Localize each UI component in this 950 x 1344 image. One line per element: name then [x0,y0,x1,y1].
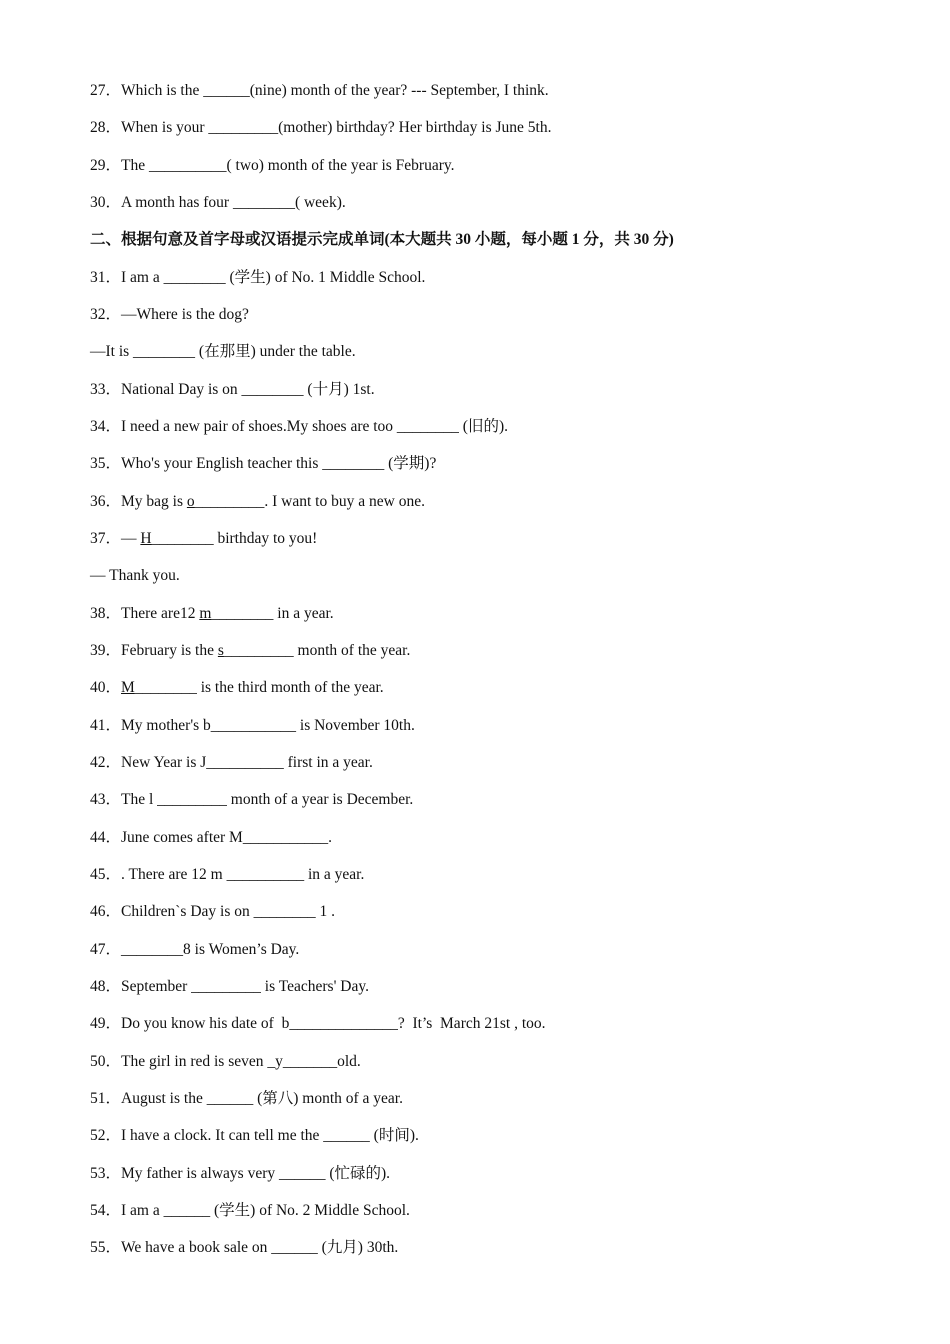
question-51: 51．August is the ______ (第八) month of a year. [90,1090,403,1107]
question-55: 55．We have a book sale on ______ (九月) 30th. [90,1239,399,1256]
question-44: 44．June comes after M___________. [90,829,332,846]
question-45: 45．. There are 12 m __________ in a year. [90,866,365,883]
question-37: 37．— H________ birthday to you! [90,530,318,547]
question-46: 46．Children`s Day is on ________ 1 . [90,903,335,920]
question-37-reply: — Thank you. [90,567,180,584]
question-42: 42．New Year is J__________ first in a year. [90,754,373,771]
question-36: 36．My bag is o_________. I want to buy a new one. [90,493,425,510]
question-29: 29．The __________( two) month of the year is February. [90,157,455,174]
question-47: 47．________8 is Women’s Day. [90,941,300,958]
question-41: 41．My mother's b___________ is November 10th. [90,717,415,734]
question-27: 27．Which is the ______(nine) month of the year? --- September, I think. [90,82,549,99]
question-53: 53．My father is always very ______ (忙碌的). [90,1165,391,1182]
question-38: 38．There are12 m________ in a year. [90,605,334,622]
question-33: 33．National Day is on ________ (十月) 1st. [90,381,375,398]
question-40: 40．M________ is the third month of the year. [90,679,384,696]
question-28: 28．When is your _________(mother) birthday? Her birthday is June 5th. [90,119,552,136]
question-30: 30．A month has four ________( week). [90,194,346,211]
question-52: 52．I have a clock. It can tell me the ______ (时间). [90,1127,419,1144]
question-31: 31．I am a ________ (学生) of No. 1 Middle School. [90,269,426,286]
question-54: 54．I am a ______ (学生) of No. 2 Middle School. [90,1202,410,1219]
question-43: 43．The l _________ month of a year is December. [90,791,414,808]
question-48: 48．September _________ is Teachers' Day. [90,978,369,995]
question-32-answer: —It is ________ (在那里) under the table. [90,343,356,360]
question-39: 39．February is the s_________ month of the year. [90,642,411,659]
question-49: 49．Do you know his date of b______________? It’s March 21st , too. [90,1015,546,1032]
question-35: 35．Who's your English teacher this ________ (学期)? [90,455,437,472]
question-32: 32．—Where is the dog? [90,306,249,323]
question-34: 34．I need a new pair of shoes.My shoes are too ________ (旧的). [90,418,508,435]
section-heading: 二、根据句意及首字母或汉语提示完成单词(本大题共 30 小题，每小题 1 分，共 30 分) [90,231,674,248]
question-50: 50．The girl in red is seven _y_______old. [90,1053,361,1070]
